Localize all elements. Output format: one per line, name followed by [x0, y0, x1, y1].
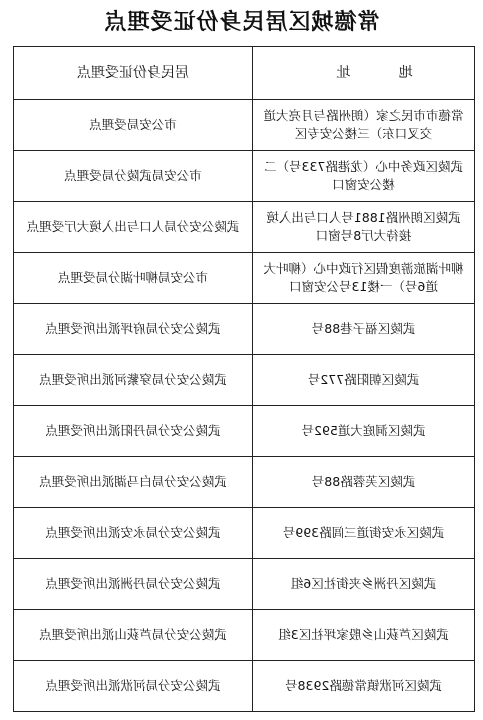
table-row	[14, 661, 475, 712]
document-title: 常德城区居民身份证受理点	[103, 9, 380, 35]
cell-site: 市公安局武陵分局受理点	[14, 151, 253, 202]
table-row	[14, 508, 475, 559]
cell-site: 武陵公安分局白马湖派出所受理点	[14, 457, 253, 508]
cell-address: 武陵区芦荻山乡殷家坪社区3组	[253, 610, 475, 661]
table-row	[14, 610, 475, 661]
table-row	[14, 355, 475, 406]
table-row	[14, 151, 475, 202]
cell-address: 武陵区福子巷88号	[253, 304, 475, 355]
cell-site: 武陵公安分局人口与出入境大厅受理点	[14, 202, 253, 253]
table-row	[14, 253, 475, 304]
table-row	[14, 202, 475, 253]
cell-address: 武陵区洞庭大道592号	[253, 406, 475, 457]
table-row	[14, 559, 475, 610]
cell-site: 武陵公安分局永安派出所受理点	[14, 508, 253, 559]
cell-address: 武陵区政务中心（龙港路733号）二楼公安窗口	[253, 151, 475, 202]
table-row	[14, 304, 475, 355]
cell-address: 柳叶湖旅游度假区行政中心（柳叶大道6号）一楼13号公安窗口	[253, 253, 475, 304]
cell-site: 市公安局柳叶湖分局受理点	[14, 253, 253, 304]
table-row	[14, 457, 475, 508]
cell-site: 武陵公安分局丹洲派出所受理点	[14, 559, 253, 610]
id-card-sites-table	[13, 46, 475, 712]
cell-site: 武陵公安分局穿紫河派出所受理点	[14, 355, 253, 406]
cell-address: 武陵区河洑镇常德路2938号	[253, 661, 475, 712]
cell-site: 武陵公安分局河洑派出所受理点	[14, 661, 253, 712]
cell-site: 武陵公安分局府坪派出所受理点	[14, 304, 253, 355]
cell-address: 武陵区永安街道三闾路399号	[253, 508, 475, 559]
cell-site: 武陵公安分局芦荻山派出所受理点	[14, 610, 253, 661]
cell-address: 武陵区丹洲乡夹街社区6组	[253, 559, 475, 610]
cell-address: 武陵区芙蓉路88号	[253, 457, 475, 508]
header-address: 地 址	[253, 47, 475, 100]
header-site: 居民身份证受理点	[14, 47, 253, 100]
table-row	[14, 100, 475, 151]
table-row	[14, 406, 475, 457]
table-header-row	[14, 47, 475, 100]
cell-address: 武陵区朝阳路772号	[253, 355, 475, 406]
cell-address: 武陵区朗州路1881号人口与出入境接待大厅8号窗口	[253, 202, 475, 253]
cell-site: 武陵公安分局丹阳派出所受理点	[14, 406, 253, 457]
cell-site: 市公安局受理点	[14, 100, 253, 151]
cell-address: 常德市市民之家（朗州路与月亮大道交叉口东）三楼公安专区	[253, 100, 475, 151]
